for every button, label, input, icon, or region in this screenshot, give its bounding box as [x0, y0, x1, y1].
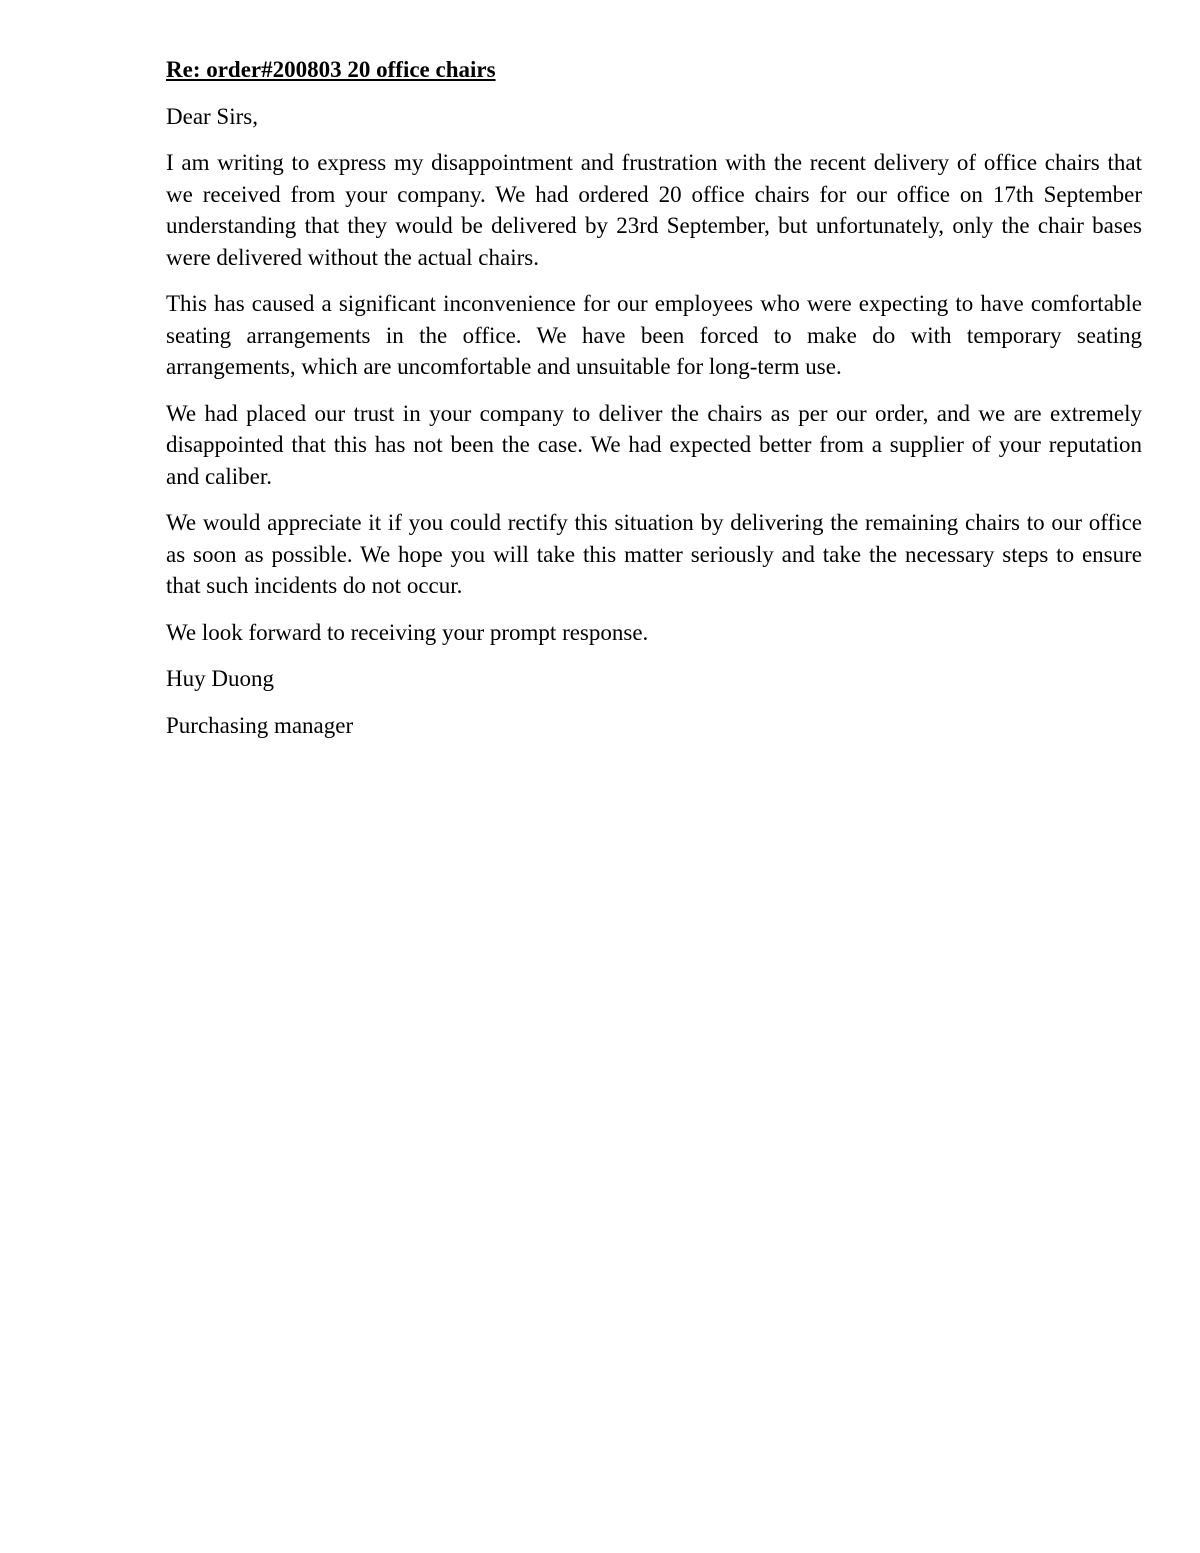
closing-line: We look forward to receiving your prompt response.: [166, 619, 649, 645]
signer-name: Huy Duong: [166, 666, 274, 691]
salutation: Dear Sirs,: [166, 103, 258, 129]
paragraph-inconvenience: This has caused a significant inconvenience for our employees who were expecting to have comfortable seating arrangements in the office. We have been forced to make do with temporary seating arrangements, which are uncomfortable and unsuitable for long-term use.: [166, 291, 1142, 379]
paragraph-disappointment: We had placed our trust in your company to deliver the chairs as per our order, and we are extremely disappointed that this has not been the case. We had expected better from a supplier of your reputation and caliber.: [166, 400, 1142, 489]
letter-subject: Re: order#200803 20 office chairs: [166, 57, 496, 82]
paragraph-delivery-issue: I am writing to express my disappointment and frustration with the recent delivery of office chairs that we received from your company. We had ordered 20 office chairs for our office on 17th September understanding that they would be delivered by 23rd September, but unfortunately, only the chair bases were delivered without the actual chairs.: [166, 150, 1142, 270]
letter-body: [166, 54, 1142, 756]
signer-title: Purchasing manager: [166, 712, 354, 738]
paragraph-request: We would appreciate it if you could rectify this situation by delivering the remaining chairs to our office as soon as possible. We hope you will take this matter seriously and take the necessary steps to ensure that such incidents do not occur.: [166, 510, 1142, 598]
